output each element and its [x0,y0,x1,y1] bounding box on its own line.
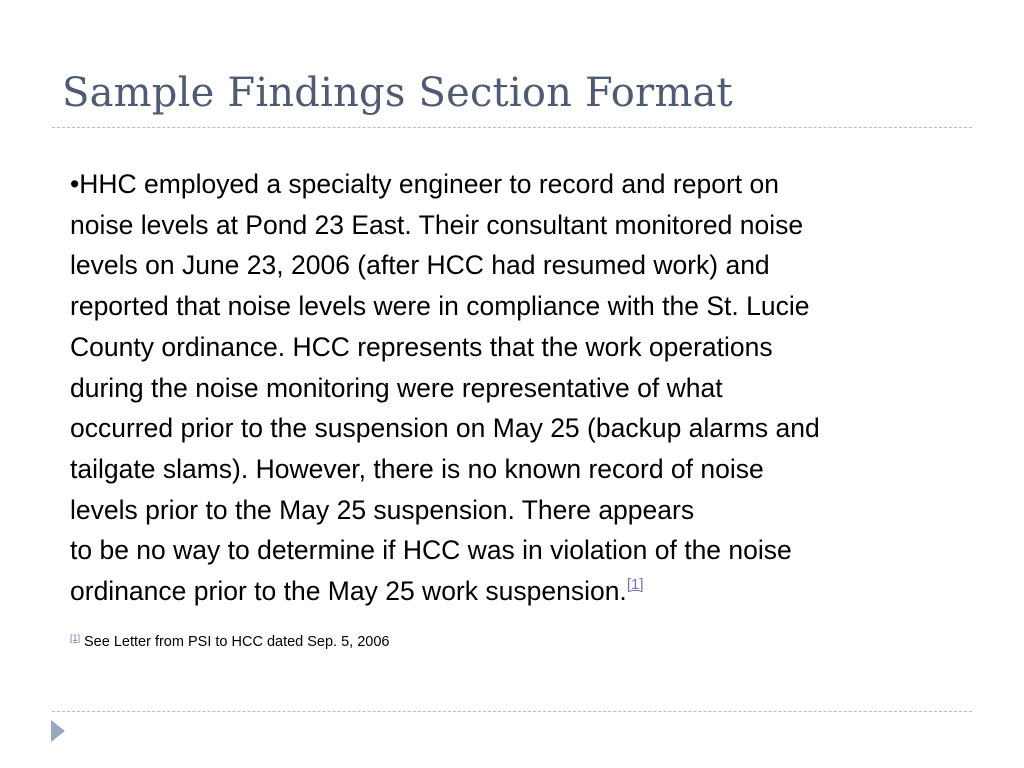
slide-title: Sample Findings Section Format [62,70,733,116]
body-line: tailgate slams). However, there is no known record of noise [70,453,764,484]
body-line-text: ordinance prior to the May 25 work suspension. [70,576,627,607]
triangle-right-icon [51,720,65,742]
body-line: County ordinance. HCC represents that the work operations [70,331,773,362]
footnote [70,633,390,650]
footnote-reference-link[interactable]: [1] [626,576,644,594]
body-text [70,164,970,612]
body-line-last [70,571,970,612]
body-line: reported that noise levels were in compliance with the St. Lucie [70,291,810,322]
body-line: levels prior to the May 25 suspension. There appears [70,494,695,525]
body-line: during the noise monitoring were representative of what [70,372,723,403]
body-line: levels on June 23, 2006 (after HCC had resumed work) and [70,250,770,281]
body-line: •HHC employed a specialty engineer to record and report on [70,169,779,199]
footer-divider [52,711,972,712]
body-line: to be no way to determine if HCC was in violation of the noise [70,535,792,566]
body-line: noise levels at Pond 23 East. Their consultant monitored noise [70,209,804,240]
footnote-text: See Letter from PSI to HCC dated Sep. 5, 2006 [84,634,390,650]
body-line: occurred prior to the suspension on May 25 (backup alarms and [70,413,820,444]
footnote-marker-link[interactable]: [1] [70,633,81,643]
title-divider [52,127,972,128]
